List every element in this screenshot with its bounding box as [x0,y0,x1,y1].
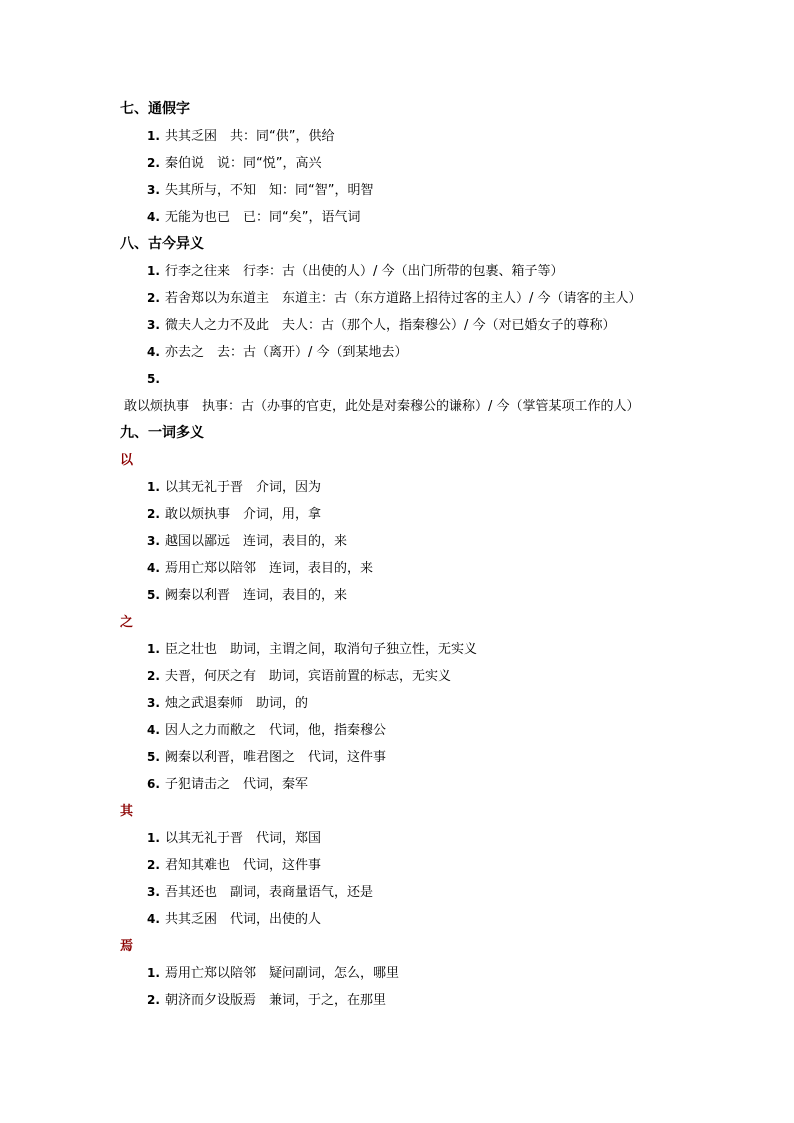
list-item: 2. 夫晋，何厌之有 助词，宾语前置的标志，无实义 [147,669,452,684]
list-item: 3. 烛之武退秦师 助词，的 [147,696,309,711]
list-item: 1. 共其乏困 共：同“供”，供给 [147,129,335,144]
list-item: 4. 亦去之 去：古（离开）/ 今（到某地去） [147,345,408,360]
list-item: 2. 君知其难也 代词，这件事 [147,858,322,873]
list-item: 2. 秦伯说 说：同“悦”，高兴 [147,156,322,171]
list-item: 2. 若舍郑以为东道主 东道主：古（东方道路上招待过客的主人）/ 今（请客的主人） [147,291,642,306]
word-yan-list [120,960,680,1014]
list-item: 3. 微夫人之力不及此 夫人：古（那个人，指秦穆公）/ 今（对已婚女子的尊称） [147,318,616,333]
list-item: 4. 共其乏困 代词，出使的人 [147,912,322,927]
list-item: 2. 敢以烦执事 介词，用，拿 [147,507,322,522]
word-heading-zhi: 之 [120,615,134,630]
word-zhi-list [120,636,680,798]
word-heading-yan: 焉 [120,939,134,954]
list-item: 1. 行李之往来 行李：古（出使的人）/ 今（出门所带的包裹、箱子等） [147,264,564,279]
list-item: 4. 无能为也已 已：同“矣”，语气词 [147,210,361,225]
tongjiazi-list [120,123,680,231]
list-item: 5.敢以烦执事 执事：古（办事的官吏，此处是对秦穆公的谦称）/ 今（掌管某项工作的人） [124,372,640,414]
section-heading-tongjiazi: 七、通假字 [120,101,190,117]
list-item: 4. 因人之力而敝之 代词，他，指秦穆公 [147,723,387,738]
list-item: 3. 越国以鄙远 连词，表目的，来 [147,534,348,549]
list-item: 1. 臣之壮也 助词，主谓之间，取消句子独立性，无实义 [147,642,478,657]
list-item: 2. 朝济而夕设版焉 兼词，于之，在那里 [147,993,387,1008]
list-item: 5. 阙秦以利晋，唯君图之 代词，这件事 [147,750,387,765]
word-heading-qi: 其 [120,804,134,819]
word-heading-yi: 以 [120,453,134,468]
word-yi-list [120,474,680,609]
list-item: 3. 失其所与，不知 知：同“智”，明智 [147,183,374,198]
gujinyiyi-list [120,258,680,420]
document-content [120,96,680,1014]
list-item: 4. 焉用亡郑以陪邻 连词，表目的，来 [147,561,374,576]
list-item: 5. 阙秦以利晋 连词，表目的，来 [147,588,348,603]
list-item: 1. 以其无礼于晋 代词，郑国 [147,831,322,846]
section-heading-gujinyiyi: 八、古今异义 [120,236,204,252]
list-item: 1. 焉用亡郑以陪邻 疑问副词，怎么，哪里 [147,966,400,981]
list-item: 6. 子犯请击之 代词，秦军 [147,777,309,792]
list-item: 3. 吾其还也 副词，表商量语气，还是 [147,885,374,900]
word-qi-list [120,825,680,933]
section-heading-yiciduoyi: 九、一词多义 [120,425,204,441]
list-item: 1. 以其无礼于晋 介词，因为 [147,480,322,495]
